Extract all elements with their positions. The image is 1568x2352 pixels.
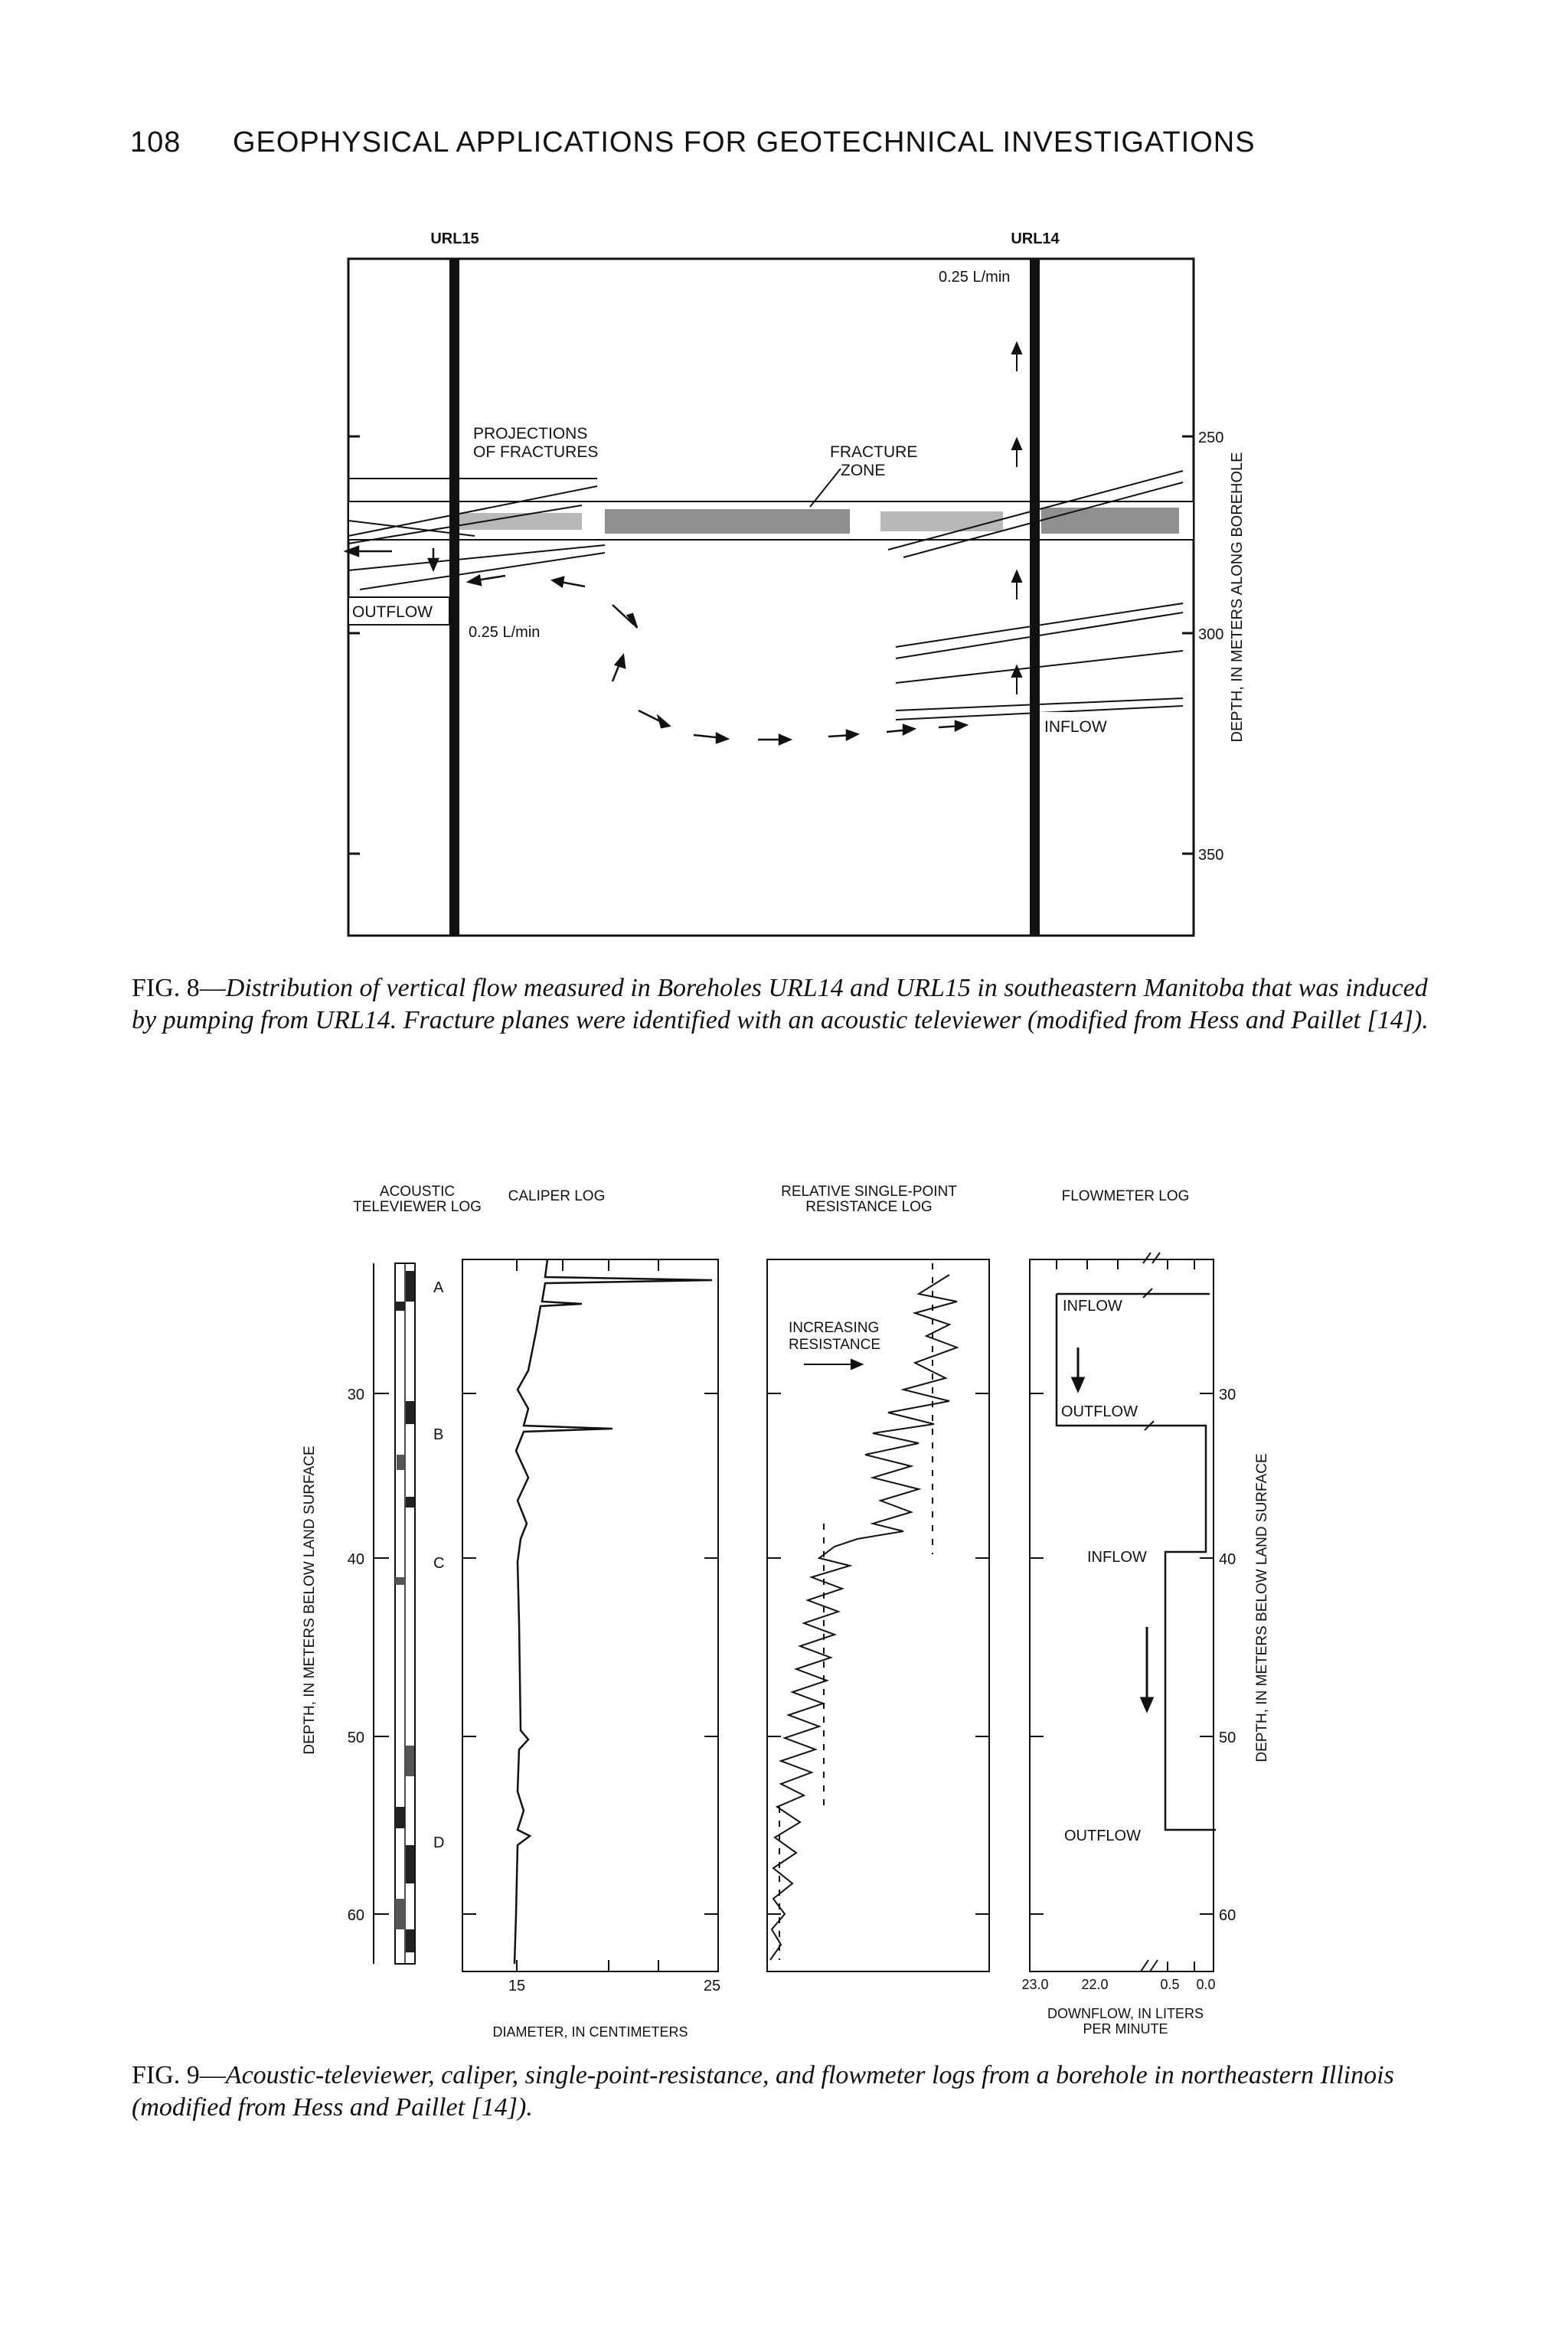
caliper-title: CALIPER LOG xyxy=(508,1188,606,1204)
flow-axis-label-2: PER MINUTE xyxy=(1083,2021,1168,2037)
caliper-tick-15: 15 xyxy=(508,1978,526,1994)
left-depth-50: 50 xyxy=(347,1730,364,1746)
left-depth-30: 30 xyxy=(347,1387,364,1403)
flow-tick-23: 23.0 xyxy=(1021,1977,1049,1992)
left-depth-60: 60 xyxy=(347,1907,364,1924)
fig8-caption xyxy=(132,972,1439,1037)
right-depth-50: 50 xyxy=(1219,1730,1236,1746)
caliper-frame xyxy=(462,1259,718,1971)
flow-rate-left: 0.25 L/min xyxy=(469,624,541,641)
flow-inflow-top: INFLOW xyxy=(1063,1298,1122,1315)
flow-outflow-bottom: OUTFLOW xyxy=(1064,1828,1141,1844)
outflow-label: OUTFLOW xyxy=(352,603,433,621)
increasing-label-2: RESISTANCE xyxy=(789,1337,881,1353)
depth-tick-250: 250 xyxy=(1198,430,1224,446)
televiewer-title-1: ACOUSTIC xyxy=(379,1184,456,1200)
downflow-arrows xyxy=(1073,1348,1152,1710)
fig8-caption-text: Distribution of vertical flow measured in Boreholes URL14 and URL15 in southeastern Manitoba that was induced by pumping from URL14. Fracture planes were identified with an acoustic televiewer (modified from Hess and Paillet [14]). xyxy=(132,974,1429,1034)
inflow-label: INFLOW xyxy=(1044,718,1107,736)
projections-label-1: PROJECTIONS xyxy=(473,425,588,443)
flowmeter-title: FLOWMETER LOG xyxy=(1061,1188,1190,1204)
televiewer-log xyxy=(395,1263,415,1964)
flow-tick-22: 22.0 xyxy=(1081,1977,1109,1992)
borehole-url14 xyxy=(1030,259,1040,936)
page-number: 108 xyxy=(130,126,181,158)
increasing-label-1: INCREASING xyxy=(789,1320,880,1336)
caliper-trace xyxy=(514,1259,712,1964)
running-title: GEOPHYSICAL APPLICATIONS FOR GEOTECHNICAL INVESTIGATIONS xyxy=(232,126,1256,158)
label-url15: URL15 xyxy=(430,230,479,247)
flow-path-arrows xyxy=(346,547,966,744)
fig9-caption-text: Acoustic-televiewer, caliper, single-point-resistance, and flowmeter logs from a borehole in northeastern Illinois (modified from Hess and Paillet [14]). xyxy=(132,2061,1394,2122)
fig9-caption-label: FIG. 9— xyxy=(132,2061,226,2089)
depth-tick-350: 350 xyxy=(1198,847,1224,864)
figure-9 xyxy=(0,1148,1568,2098)
flow-outflow-top: OUTFLOW xyxy=(1061,1403,1138,1420)
resistance-title-1: RELATIVE SINGLE-POINT xyxy=(781,1184,957,1200)
caliper-ticks xyxy=(462,1259,718,1971)
zone-c: C xyxy=(433,1555,445,1572)
flow-inflow-mid: INFLOW xyxy=(1087,1549,1147,1566)
flow-axis-label-1: DOWNFLOW, IN LITERS xyxy=(1047,2006,1204,2021)
left-depth-axis-label: DEPTH, IN METERS BELOW LAND SURFACE xyxy=(302,1446,318,1755)
fig9-caption xyxy=(132,2060,1439,2124)
left-depth-ticks xyxy=(374,1393,389,1914)
televiewer-title-2: TELEVIEWER LOG xyxy=(353,1199,482,1215)
zone-b: B xyxy=(433,1426,444,1443)
figure-8 xyxy=(0,0,1568,965)
axis-break-marks xyxy=(1141,1253,1160,1971)
zone-d: D xyxy=(433,1834,445,1851)
flow-rate-right: 0.25 L/min xyxy=(939,269,1011,286)
zone-a: A xyxy=(433,1279,444,1296)
right-depth-30: 30 xyxy=(1219,1387,1236,1403)
fracture-zone-label-1: FRACTURE xyxy=(830,443,918,461)
fig8-caption-label: FIG. 8— xyxy=(132,974,226,1002)
resistance-ticks xyxy=(767,1393,989,1914)
fig8-depth-axis-label: DEPTH, IN METERS ALONG BOREHOLE xyxy=(1229,452,1246,743)
fig8-frame xyxy=(348,259,1194,936)
resistance-frame xyxy=(767,1259,989,1971)
fracture-zone-label-2: ZONE xyxy=(841,462,886,479)
borehole-url15 xyxy=(449,259,459,936)
fracture-zone-band xyxy=(348,501,1194,540)
depth-tick-300: 300 xyxy=(1198,626,1224,643)
fig8-side-ticks xyxy=(348,436,1194,854)
resistance-title-2: RESISTANCE LOG xyxy=(805,1199,933,1215)
right-depth-40: 40 xyxy=(1219,1551,1236,1568)
increasing-arrow xyxy=(804,1360,862,1369)
caliper-tick-25: 25 xyxy=(703,1978,721,1994)
resistance-trace xyxy=(770,1275,957,1960)
right-depth-60: 60 xyxy=(1219,1907,1236,1924)
right-depth-axis-label: DEPTH, IN METERS BELOW LAND SURFACE xyxy=(1254,1453,1270,1762)
caliper-axis-label: DIAMETER, IN CENTIMETERS xyxy=(492,2024,688,2040)
label-url14: URL14 xyxy=(1011,230,1060,247)
projections-label-2: OF FRACTURES xyxy=(473,443,599,461)
flow-tick-00: 0.0 xyxy=(1196,1977,1216,1992)
flow-tick-05: 0.5 xyxy=(1160,1977,1180,1992)
left-depth-40: 40 xyxy=(347,1551,364,1568)
